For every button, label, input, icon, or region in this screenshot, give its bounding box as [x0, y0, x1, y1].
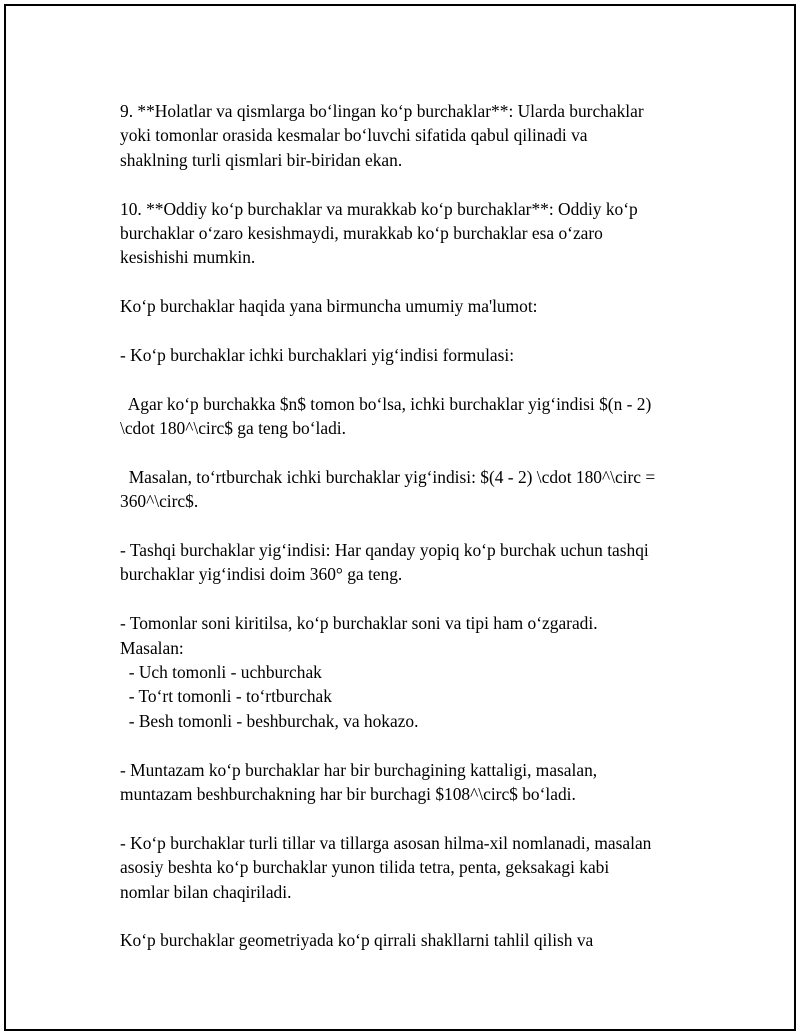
text-line: muntazam beshburchakning har bir burchagi $108^\circ$ bo‘ladi. [120, 783, 576, 804]
text-line: nomlar bilan chaqiriladi. [120, 881, 292, 902]
document-body [120, 99, 720, 953]
text-line: - Tashqi burchaklar yig‘indisi: Har qanday yopiq ko‘p burchak uchun tashqi [120, 540, 649, 561]
text-line: - Ko‘p burchaklar turli tillar va tillarga asosan hilma-xil nomlanadi, masalan [120, 832, 652, 853]
paragraph-interior-angle-formula [120, 343, 720, 367]
text-line: - Muntazam ko‘p burchaklar har bir burchagining kattaligi, masalan, [120, 759, 598, 780]
paragraph-spacer [120, 733, 720, 757]
paragraph-spacer [120, 367, 720, 391]
list-item: - Besh tomonli - beshburchak, va hokazo. [120, 710, 419, 731]
paragraph-formula-statement [120, 392, 720, 441]
text-line: - Ko‘p burchaklar ichki burchaklari yig‘indisi formulasi: [120, 344, 515, 365]
paragraph-general-info-intro [120, 294, 720, 318]
text-line: 10. **Oddiy ko‘p burchaklar va murakkab ko‘p burchaklar**: Oddiy ko‘p [120, 198, 638, 219]
text-line: asosiy beshta ko‘p burchaklar yunon tilida tetra, penta, geksakagi kabi [120, 857, 610, 878]
paragraph-sides-count [120, 611, 720, 733]
paragraph-regular-polygons [120, 758, 720, 807]
text-line: Masalan, to‘rtburchak ichki burchaklar yig‘indisi: $(4 - 2) \cdot 180^\circ = [120, 466, 656, 487]
paragraph-spacer [120, 440, 720, 464]
text-line: 360^\circ$. [120, 491, 199, 512]
text-line: kesishishi mumkin. [120, 247, 256, 268]
text-line: yoki tomonlar orasida kesmalar bo‘luvchi sifatida qabul qilinadi va [120, 125, 588, 146]
paragraph-9 [120, 99, 720, 172]
paragraph-spacer [120, 514, 720, 538]
text-line: Agar ko‘p burchakka $n$ tomon bo‘lsa, ichki burchaklar yig‘indisi $(n - 2) [120, 393, 652, 414]
paragraph-spacer [120, 172, 720, 196]
page-frame [4, 4, 796, 1031]
paragraph-spacer [120, 270, 720, 294]
text-line: Masalan: [120, 637, 184, 658]
text-line: burchaklar yig‘indisi doim 360° ga teng. [120, 564, 403, 585]
paragraph-spacer [120, 904, 720, 928]
paragraph-10 [120, 197, 720, 270]
text-line: - Tomonlar soni kiritilsa, ko‘p burchaklar soni va tipi ham o‘zgaradi. [120, 613, 598, 634]
paragraph-quadrilateral-example [120, 465, 720, 514]
text-line: shaklning turli qismlari bir-biridan ekan. [120, 149, 403, 170]
paragraph-spacer [120, 587, 720, 611]
paragraph-exterior-angles [120, 538, 720, 587]
text-line: Ko‘p burchaklar haqida yana birmuncha umumiy ma'lumot: [120, 296, 538, 317]
list-item: - To‘rt tomonli - to‘rtburchak [120, 686, 332, 707]
text-line: burchaklar o‘zaro kesishmaydi, murakkab ko‘p burchaklar esa o‘zaro [120, 222, 603, 243]
text-line: Ko‘p burchaklar geometriyada ko‘p qirrali shakllarni tahlil qilish va [120, 930, 594, 951]
paragraph-closing [120, 928, 720, 952]
text-line: 9. **Holatlar va qismlarga bo‘lingan ko‘p burchaklar**: Ularda burchaklar [120, 101, 644, 121]
list-item: - Uch tomonli - uchburchak [120, 661, 322, 682]
text-line: \cdot 180^\circ$ ga teng bo‘ladi. [120, 418, 346, 439]
paragraph-naming [120, 831, 720, 904]
paragraph-spacer [120, 806, 720, 830]
paragraph-spacer [120, 319, 720, 343]
